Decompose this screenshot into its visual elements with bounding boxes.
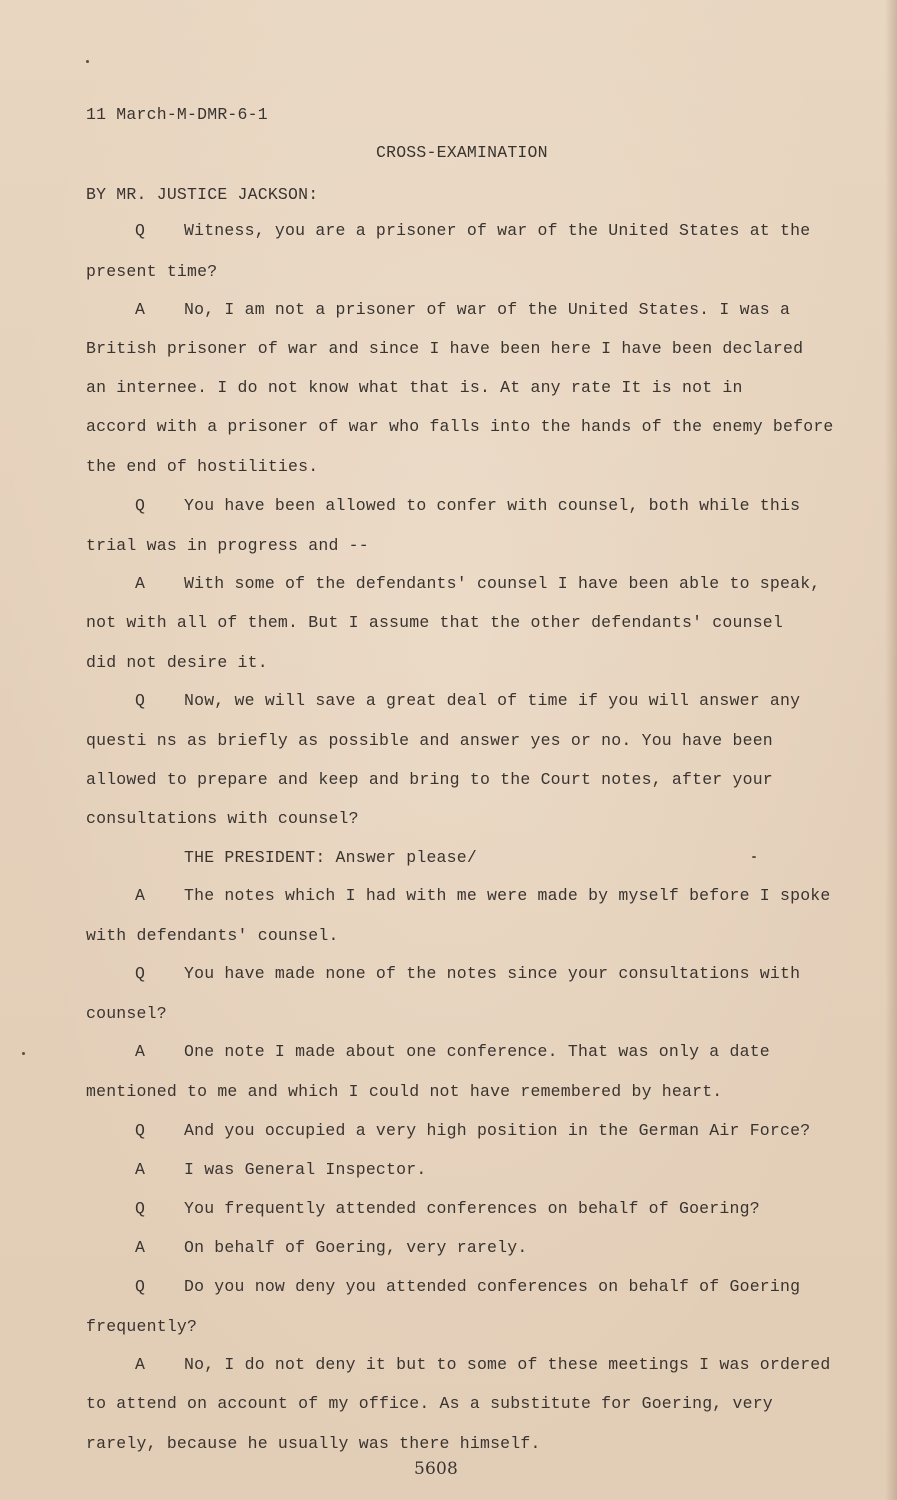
transcript-line: British prisoner of war and since I have been here I have been declared [86, 339, 804, 358]
transcript-line: No, I am not a prisoner of war of the United States. I was a [184, 300, 791, 319]
speaker-label: A [135, 574, 145, 593]
transcript-line: And you occupied a very high position in the German Air Force? [184, 1121, 811, 1140]
transcript-line: with defendants' counsel. [86, 926, 339, 945]
ink-speck [752, 856, 756, 858]
examiner-heading: BY MR. JUSTICE JACKSON: [86, 185, 319, 204]
transcript-line: mentioned to me and which I could not have remembered by heart. [86, 1082, 723, 1101]
transcript-line: not with all of them. But I assume that the other defendants' counsel [86, 613, 784, 632]
speaker-label: Q [135, 691, 145, 710]
transcript-line: counsel? [86, 1004, 167, 1023]
ink-speck [86, 60, 89, 63]
transcript-line: present time? [86, 262, 218, 281]
transcript-line: rarely, because he usually was there himself. [86, 1434, 541, 1453]
speaker-label: Q [135, 1121, 145, 1140]
speaker-label: A [135, 1160, 145, 1179]
speaker-label: Q [135, 1277, 145, 1296]
transcript-line: an internee. I do not know what that is. At any rate It is not in [86, 378, 743, 397]
speaker-label: A [135, 886, 145, 905]
transcript-line: You have made none of the notes since your consultations with [184, 964, 801, 983]
transcript-line: frequently? [86, 1317, 198, 1336]
speaker-label: A [135, 1238, 145, 1257]
speaker-label: Q [135, 496, 145, 515]
transcript-line: trial was in progress and -- [86, 536, 369, 555]
page-edge-shadow [885, 0, 897, 1500]
transcript-line: accord with a prisoner of war who falls into the hands of the enemy before [86, 417, 834, 436]
transcript-line: Witness, you are a prisoner of war of the United States at the [184, 221, 811, 240]
transcript-line: I was General Inspector. [184, 1160, 427, 1179]
transcript-line: questi ns as briefly as possible and answer yes or no. You have been [86, 731, 773, 750]
speaker-label: A [135, 1355, 145, 1374]
transcript-line: allowed to prepare and keep and bring to the Court notes, after your [86, 770, 773, 789]
transcript-line: You frequently attended conferences on behalf of Goering? [184, 1199, 760, 1218]
transcript-line: No, I do not deny it but to some of these meetings I was ordered [184, 1355, 831, 1374]
speaker-label: Q [135, 221, 145, 240]
transcript-line: On behalf of Goering, very rarely. [184, 1238, 528, 1257]
transcript-line: Do you now deny you attended conferences on behalf of Goering [184, 1277, 801, 1296]
speaker-label: A [135, 1042, 145, 1061]
speaker-label: Q [135, 1199, 145, 1218]
transcript-line: With some of the defendants' counsel I have been able to speak, [184, 574, 821, 593]
page-number: 5608 [414, 1459, 459, 1479]
transcript-line: did not desire it. [86, 653, 268, 672]
ink-speck [22, 1052, 25, 1055]
transcript-line: You have been allowed to confer with counsel, both while this [184, 496, 801, 515]
president-remark: THE PRESIDENT: Answer please/ [184, 848, 477, 867]
transcript-line: One note I made about one conference. That was only a date [184, 1042, 770, 1061]
transcript-line: to attend on account of my office. As a substitute for Goering, very [86, 1394, 773, 1413]
transcript-line: Now, we will save a great deal of time if you will answer any [184, 691, 801, 710]
section-title: CROSS-EXAMINATION [376, 143, 548, 162]
speaker-label: A [135, 300, 145, 319]
transcript-line: The notes which I had with me were made by myself before I spoke [184, 886, 831, 905]
transcript-line: consultations with counsel? [86, 809, 359, 828]
speaker-label: Q [135, 964, 145, 983]
transcript-line: the end of hostilities. [86, 457, 319, 476]
document-reference-code: 11 March-M-DMR-6-1 [86, 105, 268, 124]
